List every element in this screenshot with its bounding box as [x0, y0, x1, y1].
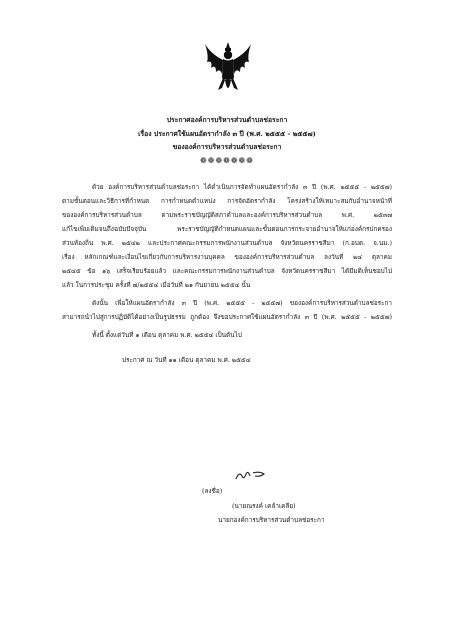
body-paragraph-1-line: เรื่อง หลักเกณฑ์และเงื่อนไขเกี่ยวกับการบริหารงานบุคคล ขององค์การบริหารส่วนตำบล ลงวันที่ ๒๔ ตุลาคม	[62, 253, 392, 261]
effective-date-line: ทั้งนี้ ตั้งแต่วันที่ ๑ เดือน ตุลาคม พ.ศ. ๒๕๕๔ เป็นต้นไป	[92, 331, 242, 339]
body-paragraph-2-line: ดังนั้น เพื่อให้แผนอัตรากำลัง ๓ ปี (พ.ศ. ๒๕๕๕ - ๒๕๕๗) ขององค์การบริหารส่วนตำบลช่อระกา	[92, 299, 392, 307]
body-paragraph-1-line: ตามขั้นตอนและวิธีการที่กำหนด การกำหนดตำแหน่ง การจัดอัตรากำลัง โครงสร้างให้เหมาะสมกับอำนาจหน้าที่	[62, 197, 392, 205]
decorative-stars: ❁❁❁❁❁❁❁	[200, 156, 254, 165]
announcement-title: ประกาศองค์การบริหารส่วนตำบลช่อระกา	[166, 116, 288, 124]
body-paragraph-1-line: แก้ไขเพิ่มเติมจนถึงฉบับปัจจุบัน พระราชบัญญัติกำหนดแผนและขั้นตอนการกระจายอำนาจให้แก่องค์กรปกครอง	[62, 225, 392, 233]
garuda-emblem-icon	[203, 40, 253, 100]
announcement-date: ประกาศ ณ วันที่ ๑๑ เดือน ตุลาคม พ.ศ. ๒๕๕๔	[122, 356, 251, 364]
body-paragraph-2-line: สามารถนำไปสู่การปฏิบัติได้อย่างเป็นรูปธรรม ถูกต้อง จึงขอประกาศใช้แผนอัตรากำลัง ๓ ปี (พ.ศ. ๒๕๕๕ - ๒๕๕๗)	[62, 313, 392, 321]
announcement-subject: เรื่อง ประกาศใช้แผนอัตรากำลัง ๓ ปี (พ.ศ. ๒๕๕๕ - ๒๕๕๗)	[138, 130, 316, 138]
body-paragraph-1-line: ด้วย องค์การบริหารส่วนตำบลช่อระกา ได้ดำเนินการจัดทำแผนอัตรากำลัง ๓ ปี (พ.ศ. ๒๕๕๕ - ๒๕๕๗)	[92, 183, 392, 191]
body-paragraph-1-line: ส่วนท้องถิ่น พ.ศ. ๒๕๔๒ และประกาศคณะกรรมการพนักงานส่วนตำบล จังหวัดนครราชสีมา (ก.อบต. จ.นม.)	[62, 239, 392, 247]
handwritten-signature	[233, 468, 273, 484]
body-paragraph-1-line: แล้ว ในการประชุม ครั้งที่ ๗/๒๕๕๔ เมื่อวันที่ ๒๑ กันยายน ๒๕๕๔ นั้น	[62, 281, 251, 289]
announcement-organization: ขององค์การบริหารส่วนตำบลช่อระกา	[172, 143, 282, 151]
body-paragraph-1-line: ขององค์การบริหารส่วนตำบล ตามพระราชบัญญัติสภาตำบลและองค์การบริหารส่วนตำบล พ.ศ. ๒๕๓๗	[62, 211, 392, 219]
signer-position: นายกองค์การบริหารส่วนตำบลช่อระกา	[218, 516, 325, 524]
signer-name: (นายณรงค์ เคล้าเคลีย)	[232, 502, 296, 510]
body-paragraph-1-line: ๒๕๔๕ ข้อ ๑๖ เสร็จเรียบร้อยแล้ว และคณะกรรมการพนักงานส่วนตำบล จังหวัดนครราชสีมา ได้มีมติเห็นชอบไป	[62, 267, 392, 275]
signature-label: (ลงชื่อ)	[202, 487, 223, 495]
